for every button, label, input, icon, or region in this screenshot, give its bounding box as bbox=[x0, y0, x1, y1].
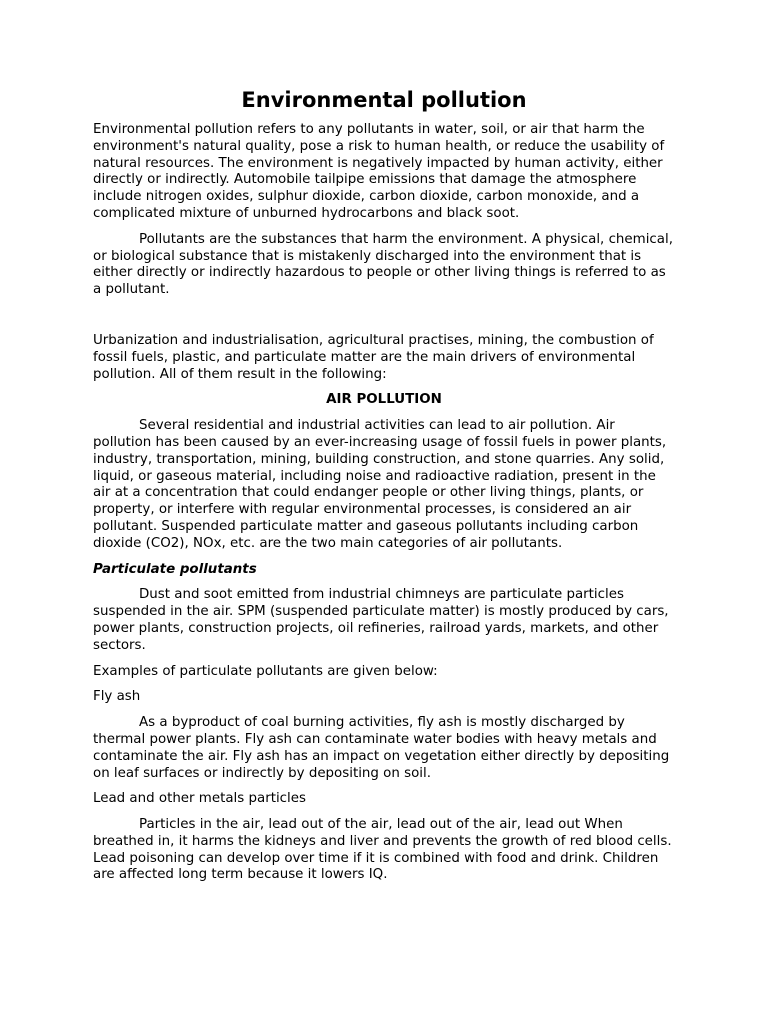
examples-paragraph: Examples of particulate pollutants are given below: bbox=[93, 663, 438, 679]
intro-paragraph: Environmental pollution refers to any pollutants in water, soil, or air that harm the environment's natural quality, pose a risk to human health, or reduce the usability of natural resources. The environment is negatively impacted by human activity, either directly or indirectly. Automobile tailpipe emissions that damage the atmosphere include nitrogen oxides, sulphur dioxide, carbon dioxide, carbon monoxide, and a complicated mixture of unburned hydrocarbons and black soot. bbox=[93, 122, 665, 221]
pollutants-paragraph: Pollutants are the substances that harm the environment. A physical, chemical, or biological substance that is mistakenly discharged into the environment that is either directly or indirectly hazardous to people or other living things is referred to as a pollutant. bbox=[93, 231, 673, 298]
particulate-paragraph: Dust and soot emitted from industrial chimneys are particulate particles suspended in the air. SPM (suspended particulate matter) is mostly produced by cars, power plants, construction projects, oil refineries, railroad yards, markets, and other sectors. bbox=[93, 587, 669, 653]
air-pollution-paragraph: Several residential and industrial activities can lead to air pollution. Air pollution has been caused by an ever-increasing usage of fossil fuels in power plants, industry, transportation, mining, building construction, and stone quarries. Any solid, liquid, or gaseous material, including noise and radioactive radiation, present in the air at a concentration that could endanger people or other living things, plants, or property, or interfere with regular environmental processes, is considered an air pollutant. Suspended particulate matter and gaseous pollutants including carbon dioxide (CO2), NOx, etc. are the two main categories of air pollutants. bbox=[93, 418, 667, 551]
air-pollution-heading: AIR POLLUTION bbox=[326, 392, 442, 408]
drivers-paragraph: Urbanization and industrialisation, agricultural practises, mining, the combustion of fossil fuels, plastic, and particulate matter are the main drivers of environmental pollution. All of them result in the following: bbox=[93, 332, 654, 382]
particulate-pollutants-heading: Particulate pollutants bbox=[93, 561, 257, 577]
fly-ash-label: Fly ash bbox=[93, 689, 141, 705]
fly-ash-paragraph: As a byproduct of coal burning activities, fly ash is mostly discharged by thermal power plants. Fly ash can contaminate water bodies with heavy metals and contaminate the air. Fly ash has an impact on vegetation either directly by depositing on leaf surfaces or indirectly by depositing on soil. bbox=[93, 715, 670, 781]
lead-paragraph: Particles in the air, lead out of the air, lead out of the air, lead out When breathed in, it harms the kidneys and liver and prevents the growth of red blood cells. Lead poisoning can develop over time if it is combined with food and drink. Children are affected long term because it lowers IQ. bbox=[93, 817, 672, 883]
lead-metals-label: Lead and other metals particles bbox=[93, 791, 306, 807]
document-page bbox=[93, 86, 675, 884]
document-title: Environmental pollution bbox=[241, 88, 527, 112]
